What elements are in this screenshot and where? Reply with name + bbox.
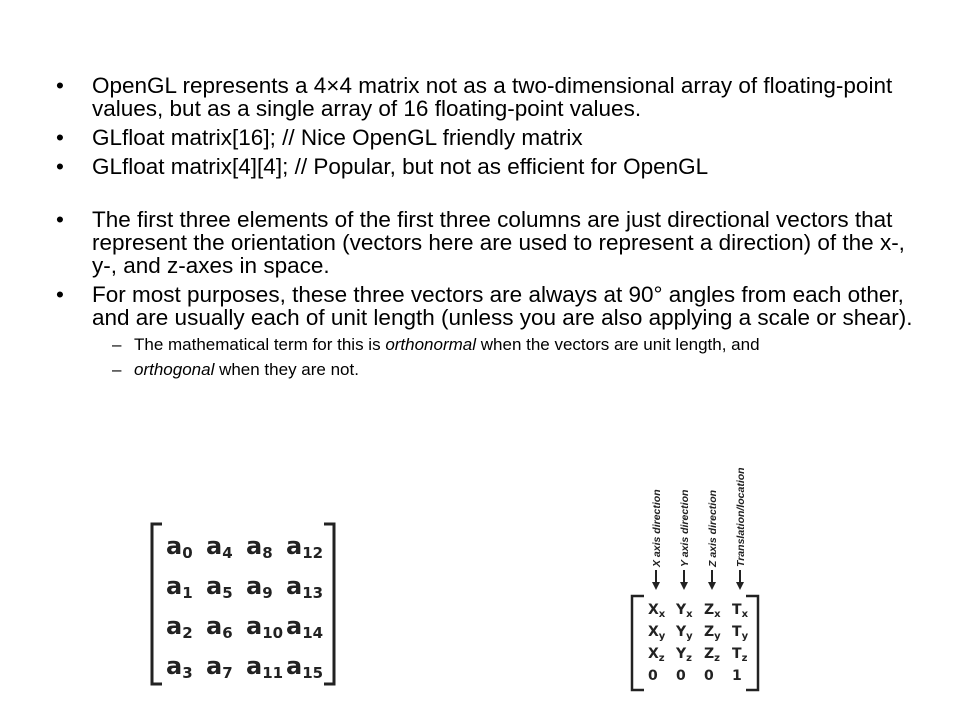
matrix-b-cell: $Y_x$ (676, 602, 693, 620)
matrix-a-cell: a3 (166, 652, 193, 682)
bullet-item (56, 74, 916, 120)
bullet-item (56, 283, 916, 329)
sub-bullet-item (56, 335, 916, 354)
matrix-a-right-bracket (324, 524, 334, 684)
matrix-b-cell: 0 (704, 668, 714, 684)
matrix-a-cell: a2 (166, 612, 193, 642)
matrix-b-cell: $T_x$ (732, 602, 749, 620)
bullet-item (56, 155, 916, 178)
matrix-a-cell: a0 (166, 532, 193, 562)
sub-bullet-marker: – (112, 360, 122, 379)
matrix-a-cell: a6 (206, 612, 233, 642)
svg-text:X axis direction: X axis direction (651, 489, 663, 567)
matrix-b-svg (620, 462, 760, 690)
matrix-b-cell: $Y_z$ (676, 646, 692, 664)
bullet-text: OpenGL represents a 4×4 matrix not as a two-dimensional array of floating-point values, but as a single array of 16 floating-point values. (92, 73, 893, 121)
arrow-down-icon (652, 582, 660, 590)
sub-bullet-item (56, 360, 916, 379)
matrix-b-figure (620, 462, 760, 690)
matrix-b-column-label (707, 490, 719, 568)
bullet-text: The first three elements of the first three columns are just directional vectors that represent the orientation (vectors here are used to represent a direction) of the x-, y-, and z-axes in space. (92, 207, 905, 278)
matrix-b-cell: $T_z$ (732, 646, 748, 664)
matrix-a-cell: a1 (166, 572, 193, 602)
matrix-a-left-bracket (152, 524, 162, 684)
slide-bullets (56, 74, 916, 379)
bullet-item (56, 126, 916, 149)
matrix-a-cell: a15 (286, 652, 324, 682)
matrix-b-cell: 0 (648, 668, 658, 684)
sub-bullet-marker: – (112, 335, 122, 354)
sub-bullet-text-post: when they are not. (214, 360, 359, 379)
matrix-a-svg (148, 520, 338, 688)
matrix-a-cell: a12 (286, 532, 324, 562)
matrix-b-cell: $Y_y$ (676, 624, 693, 642)
matrix-a-cell: a9 (246, 572, 273, 602)
matrix-a-cell: a11 (246, 652, 284, 682)
sub-bullet-term: orthonormal (385, 335, 477, 354)
matrix-b-column-label (679, 490, 691, 567)
bullet-item (56, 208, 916, 277)
bullet-marker: • (56, 282, 64, 307)
bullet-marker: • (56, 154, 64, 179)
matrix-a-cell: a4 (206, 532, 233, 562)
matrix-b-cell: $X_y$ (648, 624, 666, 642)
matrix-b-cell: $Z_z$ (704, 646, 720, 664)
bullet-marker: • (56, 125, 64, 150)
matrix-a-cell: a14 (286, 612, 324, 642)
sub-bullet-text-post: when the vectors are unit length, and (476, 335, 760, 354)
arrow-down-icon (680, 582, 688, 590)
matrix-a-cell: a8 (246, 532, 273, 562)
bullet-marker: • (56, 207, 64, 232)
matrix-a-cell: a10 (246, 612, 284, 642)
bullet-text: GLfloat matrix[16]; // Nice OpenGL friendly matrix (92, 125, 583, 150)
matrix-a-cell: a7 (206, 652, 233, 682)
matrix-b-column-label (651, 489, 663, 568)
matrix-b-cell: $Z_y$ (704, 624, 721, 642)
matrix-b-cell: $T_y$ (732, 624, 749, 642)
matrix-a-figure (148, 520, 338, 688)
svg-text:Y axis direction: Y axis direction (679, 489, 691, 567)
arrow-down-icon (736, 582, 744, 590)
matrix-a-cell: a5 (206, 572, 233, 602)
matrix-b-cell: 1 (732, 668, 742, 684)
matrix-b-cell: 0 (676, 668, 686, 684)
bullet-marker: • (56, 73, 64, 98)
matrix-b-column-label (735, 467, 747, 567)
sub-bullet-text-pre: The mathematical term for this is (134, 335, 386, 354)
bullet-text: GLfloat matrix[4][4]; // Popular, but not as efficient for OpenGL (92, 154, 709, 179)
svg-text:Translation/location: Translation/location (735, 467, 747, 567)
matrix-b-cell: $Z_x$ (704, 602, 721, 620)
svg-text:Z axis direction: Z axis direction (707, 489, 719, 567)
bullet-text: For most purposes, these three vectors are always at 90° angles from each other, and are usually each of unit length (unless you are also applying a scale or shear). (92, 282, 913, 330)
sub-bullet-term: orthogonal (134, 360, 215, 379)
matrix-a-cell: a13 (286, 572, 324, 602)
arrow-down-icon (708, 582, 716, 590)
matrix-b-left-bracket (632, 596, 644, 690)
matrix-b-cell: $X_z$ (648, 646, 665, 664)
matrix-b-cell: $X_x$ (648, 602, 666, 620)
